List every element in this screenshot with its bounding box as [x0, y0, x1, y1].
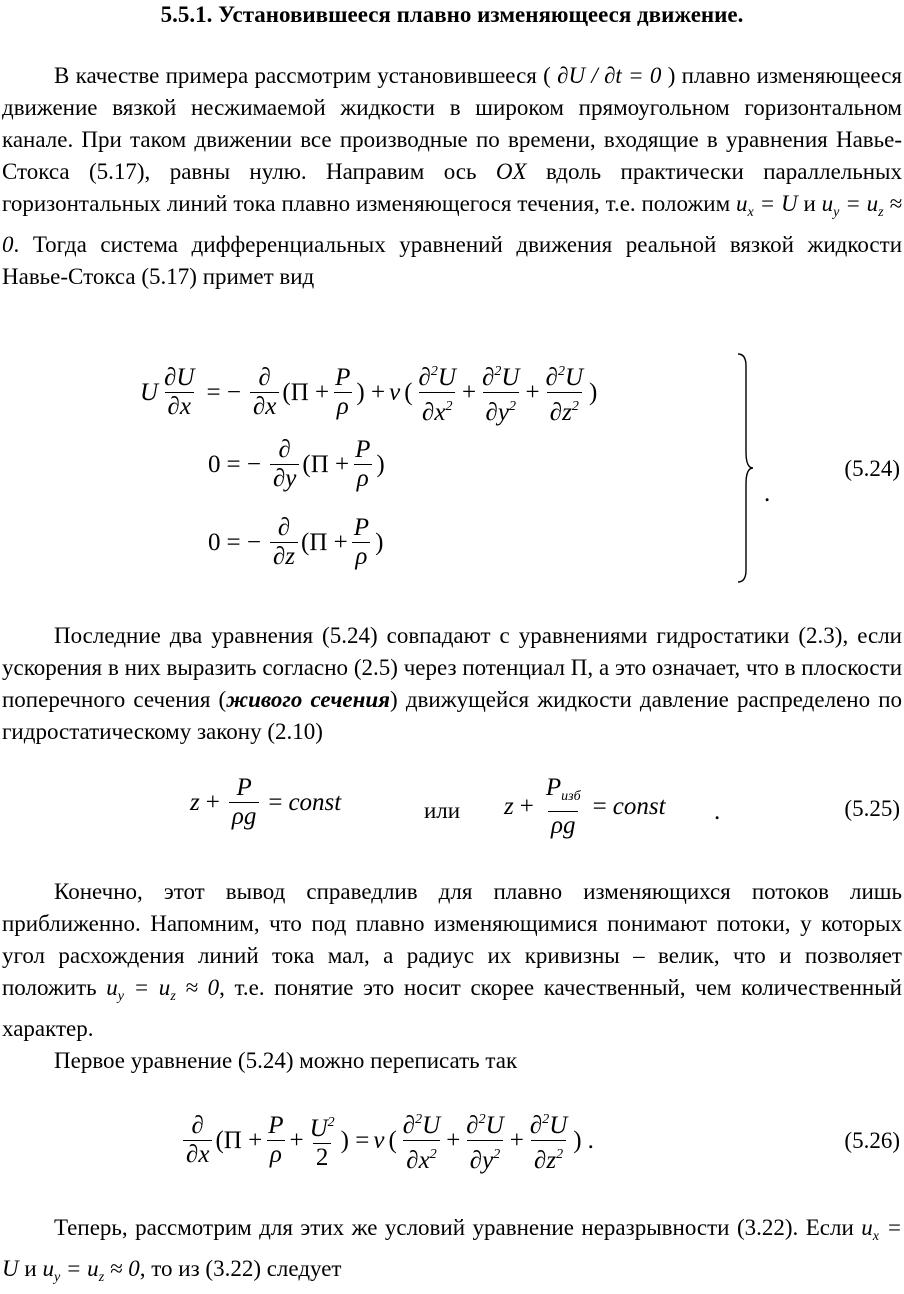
equation-number-5-24: (5.24) — [844, 456, 900, 481]
inline-axis-ox: OX — [495, 159, 527, 184]
equation-5-25-left: z + $\frac{P}{\rho g}$ = const — [190, 774, 342, 830]
paragraph-5 — [2, 1212, 902, 1294]
p5-text-1: Теперь, рассмотрим для этих же условий уравнение неразрывности (3.22). Если — [54, 1215, 854, 1240]
equation-5-25-end: . — [714, 798, 721, 825]
equation-5-24-row-1: U $\frac{\partial U}{\partial x}$ = − $\frac{\partial}{\partial x}$ (Π + $\frac{P}{\rho}$ ) + ν ( $\frac{\partial^2U}{\partial x^2}$ + $\frac{\partial^2U}{\partial y^2}$ + $\frac{\partial^2U}{\partial z^2}$ ) — [140, 364, 598, 426]
equation-5-25-right: z + $\frac{P_{изб}}{\rho g}$ = const — [504, 774, 666, 839]
equation-5-25-or: или — [424, 798, 461, 823]
p1-text-2: ) плавно изменяющееся движение вязкой несжимаемой жидкости в широком прямоугольном горизонтальном канале. При таком движении все производные по времени, входящие в уравнения Навье-Стокса (5.17), равны нулю. Направим ось — [2, 63, 903, 184]
const-right: const — [612, 793, 666, 820]
p1-text-1: В качестве примера рассмотрим установившееся ( — [54, 63, 551, 88]
inline-formula-uy-uz-3: $u_y = u_z \approx 0$ — [42, 1256, 140, 1285]
p5-text-2: и — [24, 1256, 37, 1281]
paragraph-4 — [2, 1045, 902, 1077]
const-left: const — [288, 788, 342, 816]
section-heading: 5.5.1. Установившееся плавно изменяющееся движение. — [160, 2, 744, 27]
subscript-izb: изб — [561, 789, 581, 804]
p2-bold-term: живого сечения — [226, 687, 391, 712]
inline-formula-uy-uz-2: $u_y = u_z \approx 0$ — [106, 975, 220, 1004]
equation-5-25 — [0, 772, 904, 844]
equation-5-24-row-2: 0 = − $\frac{\partial}{\partial y}$ (Π + $\frac{P}{\rho}$ ) — [208, 436, 385, 492]
p3-text-1: Конечно, этот вывод справедлив для плавно изменяющихся потоков лишь приближенно. Напомним, что под плавно изменяющимися понимают потоки, у которых угол расхождения линий тока мал, а радиус их кривизны – велик, что и позволяет положить — [2, 879, 902, 1000]
paragraph-1 — [2, 60, 902, 293]
equation-number-5-26: (5.26) — [844, 1128, 900, 1153]
p1-text-3: вдоль практически параллельных горизонтальных линий тока плавно изменяющегося течения, т.е. положим — [2, 159, 903, 216]
equation-5-26-end: . — [587, 1126, 594, 1154]
p1-text-4: и — [803, 191, 816, 216]
p2-text-2: ) движущейся жидкости давление распределено по гидростатическому закону (2.10) — [2, 687, 903, 744]
inline-formula-ux: $u_x = U$ — [736, 191, 798, 220]
equation-5-24 — [0, 352, 904, 588]
p3-text-2: , т.е. понятие это носит скорее качественный, чем количественный характер. — [2, 975, 902, 1041]
p5-text-3: , то из (3.22) следует — [139, 1256, 342, 1281]
inline-formula-steady: ∂U / ∂t = 0 — [557, 63, 662, 88]
inline-formula-uy-uz: $u_y = u_z \approx 0$ — [2, 191, 903, 257]
inline-formula-ux-2: $u_x = U$ — [2, 1215, 902, 1281]
equation-5-26-body: $\frac{\partial}{\partial x}$ (Π + $\frac{P}{\rho}$ + $\frac{U^2}{2}$ ) = ν ( $\frac{\partial^2U}{\partial x^2}$ + $\frac{\partial^2U}{\partial y^2}$ + $\frac{\partial^2U}{\partial z^2}$ ) . — [180, 1106, 594, 1175]
equation-5-24-row-3: 0 = − $\frac{\partial}{\partial z}$ (Π + $\frac{P}{\rho}$ ) — [208, 514, 384, 570]
paragraph-2 — [2, 620, 902, 748]
right-brace — [736, 352, 754, 584]
equation-5-26 — [0, 1104, 904, 1176]
p4-text-1: Первое уравнение (5.24) можно переписать так — [54, 1048, 518, 1073]
paragraph-3 — [2, 876, 902, 1077]
equation-5-24-end: . — [764, 480, 771, 507]
p1-text-5: . Тогда система дифференциальных уравнений движения реальной вязкой жидкости Навье-Стокса (5.17) примет вид — [2, 232, 902, 289]
p2-text-1: Последние два уравнения (5.24) совпадают с уравнениями гидростатики (2.3), если ускорения в них выразить согласно (2.5) через потенциал П, а это означает, что в плоскости поперечного сечения ( — [2, 623, 902, 712]
equation-number-5-25: (5.25) — [844, 796, 900, 821]
